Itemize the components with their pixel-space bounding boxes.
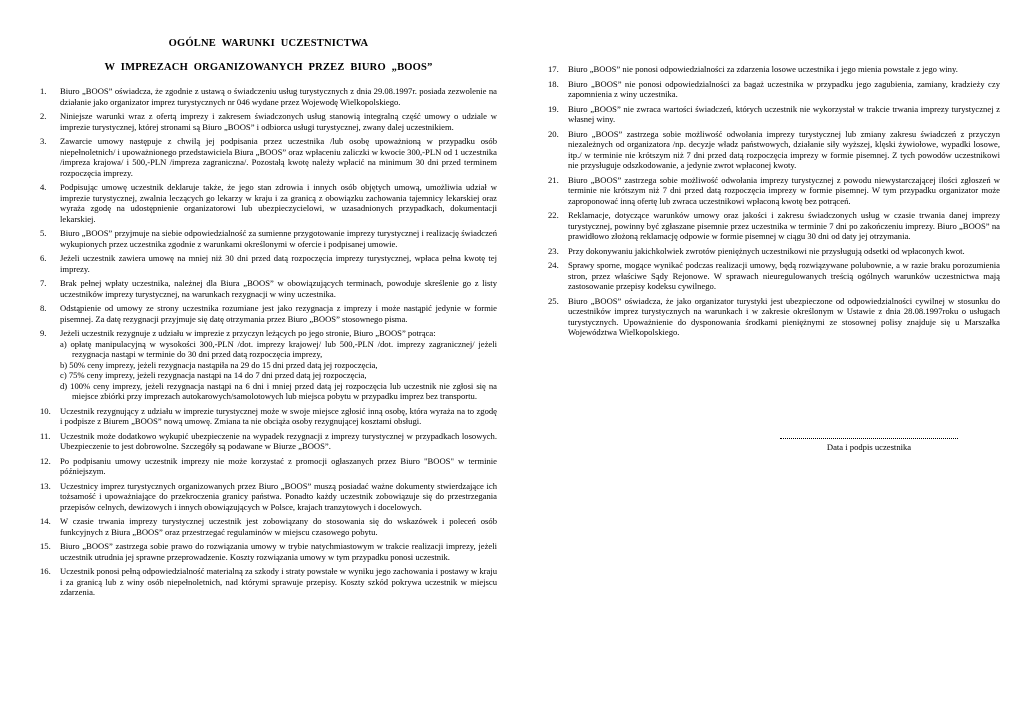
term-text: Biuro „BOOS” zastrzega sobie możliwość odwołania imprezy turystycznej z powodu niewystarczającej ilości zgłoszeń w terminie nie krótszym niż 7 dni przed datą rozpoczęcia imprezy w formie pisemnej. W tym przypadku organizator może zaproponować inną ofertę lub zwraca uczestnikowi wpłaconą kwotę bez potrąceń. [568,174,1000,206]
term-subitem: a) opłatę manipulacyjną w wysokości 300,-PLN /dot. imprezy krajowej/ lub 500,-PLN /dot. imprezy zagranicznej/ jeżeli rezygnacja nastąpi w terminie do 30 dni przed datą rozpoczęcia imprezy, [60,338,497,359]
term-text: Zawarcie umowy następuje z chwilą jej podpisania przez uczestnika /lub osobę upoważnioną w przypadku osób niepełnoletnich/ i upoważnionego przedstawiciela Biura „BOOS” oraz wpłaceniu zaliczki w kwocie 300,-PLN od 1 uczestnika /impreza krajowa/ i 500,-PLN /impreza zagraniczna/. Pozostałą kwotę należy wpłacić na minimum 30 dni przed terminem rozpoczęcia imprezy. [60,136,497,178]
term-item [40,481,497,513]
right-column [548,0,1000,342]
term-number: 3. [40,136,47,146]
term-text: Jeżeli uczestnik rezygnuje z udziału w imprezie z przyczyn leżących po jego stronie, Biuro „BOOS” potrąca: [60,328,436,338]
term-item [548,175,1000,207]
term-item [548,260,1000,292]
term-number: 19. [548,103,559,114]
term-number: 2. [40,111,47,121]
term-number: 8. [40,303,47,313]
term-text: Uczestnik może dodatkowo wykupić ubezpieczenie na wypadek rezygnacji z imprezy turystycznej w przypadkach losowych. Ubezpieczenie to jest dobrowolne. Szczegóły są podawane w Biurze „BOOS”. [60,430,497,451]
term-item [40,516,497,537]
term-item [40,456,497,477]
term-item [40,136,497,178]
term-item [548,104,1000,125]
term-text: Uczestnicy imprez turystycznych organizowanych przez Biuro „BOOS” muszą posiadać ważne dokumenty stwierdzające ich tożsamość i upoważniające do przekroczenia granicy państwa. Ponadto każdy uczestnik zobowiązuje się do przestrzegania przepisów celnych, dewizowych i innych obowiązujących w Polsce, krajach tranzytowych i docelowych. [60,480,497,512]
signature-label: Data i podpis uczestnika [826,442,912,452]
term-text: Sprawy sporne, mogące wynikać podczas realizacji umowy, będą rozwiązywane polubownie, a w razie braku porozumienia stron, przez właściwe Sądy Rejonowe. W sprawach nieuregulowanych treścią ogólnych warunków uczestnictwa mają zastosowanie przepisy kodeksu cywilnego. [568,260,1000,291]
term-number: 24. [548,260,559,270]
term-item [548,246,1000,257]
term-text: Biuro „BOOS” zastrzega sobie prawo do rozwiązania umowy w trybie natychmiastowym w trakcie realizacji imprezy, jeżeli uczestnik utrudnia jej sprawne przeprowadzenie. Koszty rozwiązania umowy w tym przypadku ponosi uczestnik. [60,541,497,562]
term-text: Brak pełnej wpłaty uczestnika, należnej dla Biura „BOOS” w obowiązujących terminach, powoduje skreślenie go z listy uczestników imprezy turystycznej, na warunkach rezygnacji w winy uczestnika. [60,278,497,299]
term-text: Odstąpienie od umowy ze strony uczestnika rozumiane jest jako rezygnacja z imprezy i może nastąpić jedynie w formie pisemnej. Za datę rezygnacji przyjmuje się datę otrzymania przez Biuro „BOOS” stosownego pisma. [60,303,497,324]
term-subitem: b) 50% ceny imprezy, jeżeli rezygnacja nastąpiła na 29 do 15 dni przed datą jej rozpoczęcia, [60,359,378,370]
document-title: OGÓLNE WARUNKI UCZESTNICTWA [168,38,369,49]
terms-list-right [548,64,1000,338]
term-number: 14. [40,516,51,526]
term-text: Uczestnik rezygnujący z udziału w imprezie turystycznej może w swoje miejsce zgłosić inną osobę, która wyraża na to zgodę i podpisze z Biurem „BOOS” nową umowę. Zmiana ta nie obciąża osoby rezygnującej kosztami obsługi. [60,405,497,426]
term-number: 6. [40,253,47,263]
term-number: 11. [40,430,51,441]
term-text: W czasie trwania imprezy turystycznej uczestnik jest zobowiązany do stosowania się do wskazówek i poleceń osób funkcyjnych z Biura „BOOS” oraz przestrzegać regulaminów w miejscu czasowego pobytu. [60,516,497,537]
term-number: 13. [40,480,51,491]
term-item [40,228,497,249]
term-text: Jeżeli uczestnik zawiera umowę na mniej niż 30 dni przed datą rozpoczęcia imprezy turystycznej, wpłaca pełna kwotę tej imprezy. [60,253,497,274]
term-text: Przy dokonywaniu jakichkolwiek zwrotów pieniężnych uczestnikowi nie przysługują odsetki od wpłaconych kwot. [568,245,965,256]
term-text: Biuro „BOOS” nie ponosi odpowiedzialności za zdarzenia losowe uczestnika i jego mienia powstałe z jego winy. [568,64,958,74]
term-item [548,64,1000,75]
term-number: 4. [40,182,47,192]
term-item [40,328,497,402]
term-text: Niniejsze warunki wraz z ofertą imprezy i zakresem świadczonych usług stanowią integralną część umowy o udziale w imprezie turystycznej, której stronami są Biuro „BOOS” i odbiorca usługi turystycznej, zwany dalej uczestnikiem. [60,111,497,132]
term-item [40,182,497,224]
term-number: 5. [40,228,47,238]
term-item [40,111,497,132]
document-subtitle: W IMPREZACH ORGANIZOWANYCH PRZEZ BIURO „BOOS” [104,62,433,73]
term-text: Biuro „BOOS” nie zwraca wartości świadczeń, których uczestnik nie wykorzystał w trakcie trwania imprezy turystycznej z własnej winy. [568,103,1000,124]
signature-line [780,434,958,439]
term-number: 21. [548,174,559,185]
term-number: 12. [40,455,51,466]
term-text: Reklamacje, dotyczące warunków umowy oraz jakości i zakresu świadczonych usług w czasie trwania danej imprezy turystycznej, powinny być zgłaszane pisemnie przez uczestnika w terminie 7 dni po zakończeniu imprezy. Biuro „BOOS” na prawidłowo złożoną reklamację odpowie w formie pisemnej w ciągu 30 dni od daty jej otrzymania. [568,210,1000,241]
term-text: Uczestnik ponosi pełną odpowiedzialność materialną za szkody i straty powstałe w wyniku jego zachowania i postawy w kraju i za granicą lub z winy osób niepełnoletnich, nad którymi sprawuje przepisy. Koszty szkód pokrywa uczestnik w miejscu zdarzenia. [60,566,497,597]
term-number: 25. [548,295,559,306]
term-item [40,406,497,427]
term-number: 15. [40,541,51,551]
term-number: 17. [548,64,559,74]
term-item [548,129,1000,171]
term-text: Biuro „BOOS” przyjmuje na siebie odpowiedzialność za sumienne przygotowanie imprezy turystycznej i realizację świadczeń wykupionych przez uczestnika zgodnie z warunkami określonymi w ofercie i podpisanej umowie. [60,228,497,249]
term-item [40,541,497,562]
term-item [40,431,497,452]
term-number: 20. [548,128,559,139]
term-item [40,566,497,598]
term-subitem: c) 75% ceny imprezy, jeżeli rezygnacja nastąpi na 14 do 7 dni przed datą jej rozpoczęcia, [60,370,367,380]
term-item [40,303,497,324]
term-number: 18. [548,78,559,89]
signature-block [780,434,958,453]
left-column [40,0,497,602]
term-item [40,253,497,274]
term-number: 7. [40,278,47,288]
term-number: 22. [548,210,559,220]
term-number: 23. [548,245,559,256]
term-number: 10. [40,405,51,416]
term-text: Biuro „BOOS” oświadcza, że zgodnie z ustawą o świadczeniu usług turystycznych z dnia 29.08.1997r. posiada zezwolenie na działanie jako organizator imprez turystycznych nr 046 wydane przez Wojewodę Wielkopolskiego. [60,86,497,107]
term-item [40,86,497,107]
term-item [548,210,1000,242]
term-text: Podpisując umowę uczestnik deklaruje także, że jego stan zdrowia i innych osób objętych umową, umożliwia udział w imprezie turystycznej, zwalnia leczących go lekarzy w kraju i za granicą z obowiązku zachowania tajemnicy lekarskiej oraz wyraża zgodę na udostępnienie organizatorowi lub ubezpieczycielowi, w uzasadnionych przypadkach, dokumentacji lekarskiej. [60,182,497,224]
term-subitem: d) 100% ceny imprezy, jeżeli rezygnacja nastąpi na 6 dni i mniej przed datą jej rozpoczęcia lub uczestnik nie zgłosi się na miejsce zbiórki przy imprezach autokarowych/samolotowych lub miejsca pobytu w przypadku imprez bez transportu. [60,380,497,401]
term-number: 1. [40,86,47,96]
term-text: Po podpisaniu umowy uczestnik imprezy nie może korzystać z promocji ogłaszanych przez Biuro "BOOS" w terminie późniejszym. [60,455,497,476]
term-item [548,79,1000,100]
term-text: Biuro „BOOS” nie ponosi odpowiedzialności za bagaż uczestnika w przypadku jego zagubienia, zamiany, kradzieży czy zapomnienia z winy uczestnika. [568,78,1000,99]
term-text: Biuro „BOOS” zastrzega sobie możliwość odwołania imprezy turystycznej lub zmiany zakresu świadczeń z przyczyn niezależnych od organizatora /np. decyzje władz państwowych, działanie siły wyższej, klęski żywiołowe, wypadki losowe, itp./ w terminie nie krótszym niż 7 dni przed datą rozpoczęcia imprezy w formie pisemnej. Z tych powodów uczestnikowi nie przysługuje odszkodowanie, a jedynie zwrot wpłaconej kwoty. [568,128,1000,170]
terms-list-left [40,86,497,598]
term-item [548,296,1000,338]
term-number: 9. [40,328,47,338]
term-text: Biuro „BOOS” oświadcza, że jako organizator turystyki jest ubezpieczone od odpowiedzialności cywilnej w stosunku do uczestników imprez turystycznych na warunkach i w zakresie określonym w Ustawie z dnia 28.08.1997roku o usługach turystycznych. Upoważnienie do dysponowania środkami pieniężnymi ze stosownej polisy znajduje się u Marszałka Województwa Wielkopolskiego. [568,295,1000,337]
term-item [40,278,497,299]
term-number: 16. [40,566,51,576]
